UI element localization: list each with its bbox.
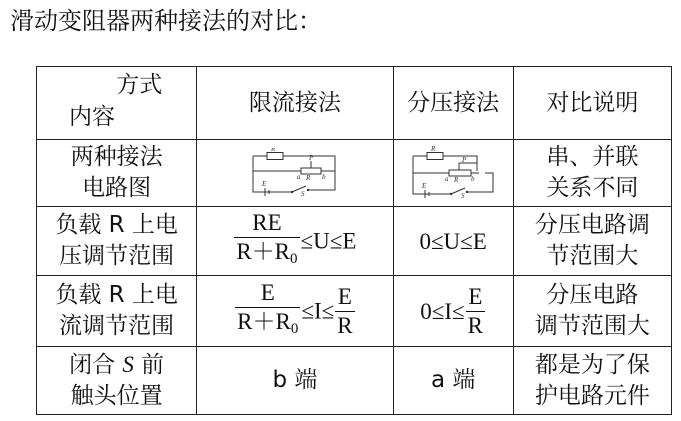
svg-text:S: S [300, 190, 305, 198]
page-title: 滑动变阻器两种接法的对比： [10, 7, 322, 35]
limit-circuit-cell [197, 140, 393, 207]
row-label: 负载 R 上电 流调节范围 [37, 276, 197, 347]
row-label: 负载 R 上电 压调节范围 [37, 207, 197, 276]
svg-text:a: a [445, 175, 449, 183]
header-corner-cell [37, 67, 197, 140]
fraction: $\frac{E}{R+R_0}$ [235, 280, 300, 342]
comparison-table [36, 66, 672, 415]
table-row [37, 207, 672, 276]
limit-current-range: $\frac{E}{R+R_0}$ ≤I≤ $\frac{E}{R}$ [197, 276, 393, 347]
svg-text:R: R [431, 146, 436, 153]
svg-text:R: R [454, 176, 459, 184]
row-label: 闭合 S 前 触头位置 [37, 347, 197, 415]
fraction: $\frac{E}{R}$ [467, 283, 484, 338]
header-limit-connection: 限流接法 [197, 67, 393, 140]
row-note: 都是为了保 护电路元件 [513, 347, 671, 415]
header-row [37, 67, 672, 140]
svg-text:a: a [296, 173, 301, 181]
svg-text:S: S [461, 192, 465, 200]
table-row [37, 347, 672, 415]
table-row [37, 140, 672, 207]
svg-text:b: b [321, 173, 326, 181]
divider-circuit-cell [393, 140, 513, 207]
divider-current-range: 0≤I≤ $\frac{E}{R}$ [393, 276, 513, 347]
row-label: 两种接法 电路图 [37, 140, 197, 207]
header-comparison-note: 对比说明 [513, 67, 671, 140]
corner-label-method: 方式 [116, 72, 163, 98]
svg-text:E: E [261, 180, 267, 188]
limit-voltage-range: $\frac{RE}{R+R_0}$ ≤U≤E [197, 207, 393, 276]
fraction: $\frac{E}{R}$ [337, 283, 353, 338]
row-note: 分压电路 调节范围大 [513, 276, 671, 347]
corner-label-content: 内容 [69, 104, 115, 130]
limit-slider-position: b 端 [197, 347, 393, 415]
fraction: $\frac{RE}{R+R_0}$ [234, 210, 299, 272]
svg-text:P: P [462, 156, 467, 164]
svg-text:b: b [471, 175, 475, 183]
divider-slider-position: a 端 [393, 347, 513, 415]
svg-text:E: E [422, 182, 427, 190]
limit-circuit-diagram [245, 148, 345, 198]
row-note: 分压电路调 节范围大 [513, 207, 671, 276]
table-row [37, 276, 672, 347]
svg-text:R: R [305, 174, 311, 182]
row-note: 串、并联 关系不同 [513, 140, 671, 207]
svg-text:P: P [308, 154, 314, 162]
header-divider-connection: 分压接法 [393, 67, 513, 140]
divider-circuit-diagram [407, 146, 499, 200]
svg-text:R: R [270, 148, 276, 153]
divider-voltage-range: 0≤U≤E [393, 207, 513, 276]
